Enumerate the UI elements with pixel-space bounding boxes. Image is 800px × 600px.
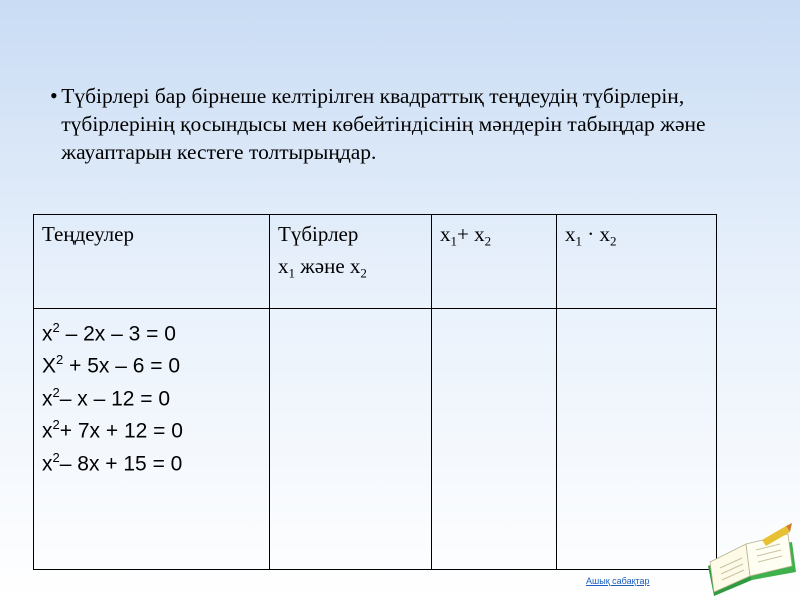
equation-2: $X^2 + 5x - 6 = 0$ (42, 352, 181, 378)
header-product: $x_1 \cdot x_2$ (557, 215, 717, 309)
answer-table (33, 214, 717, 570)
task-text: Түбірлері бар бірнеше келтірілген квадраттық теңдеудің түбірлерін, түбірлерінің қосындысы мен көбейтіндісінің мәндерін табыңдар және жауаптарын кестеге толтырыңдар. (61, 84, 706, 164)
header-roots (270, 215, 432, 309)
bullet-dot-icon: • (50, 83, 58, 108)
header-roots-title: Түбірлер (278, 222, 359, 246)
equation-1: $x^2 - 2x - 3 = 0$ (42, 320, 176, 346)
equation-3: $x^2-$ x – 12 = 0 (42, 384, 171, 411)
footer-link[interactable]: Ашық сабақтар (586, 576, 650, 586)
roots-answer-cell[interactable] (270, 309, 432, 570)
header-sum: $x_1+ x_2$ (432, 215, 557, 309)
equation-4: $x^2+ 7x + 12 = 0$ (42, 417, 183, 443)
header-roots-vars: $x_1$ және $x_2$ (278, 254, 367, 281)
product-answer-cell[interactable] (557, 309, 717, 570)
equation-5: $x^2-$ 8x + 15 = 0 (42, 449, 183, 476)
equations-cell (34, 309, 270, 570)
table-body-row (34, 309, 717, 570)
header-equations: Теңдеулер (34, 215, 270, 309)
table-header-row (34, 215, 717, 309)
task-bullet (50, 82, 750, 166)
open-book-icon (700, 520, 800, 600)
sum-answer-cell[interactable] (432, 309, 557, 570)
